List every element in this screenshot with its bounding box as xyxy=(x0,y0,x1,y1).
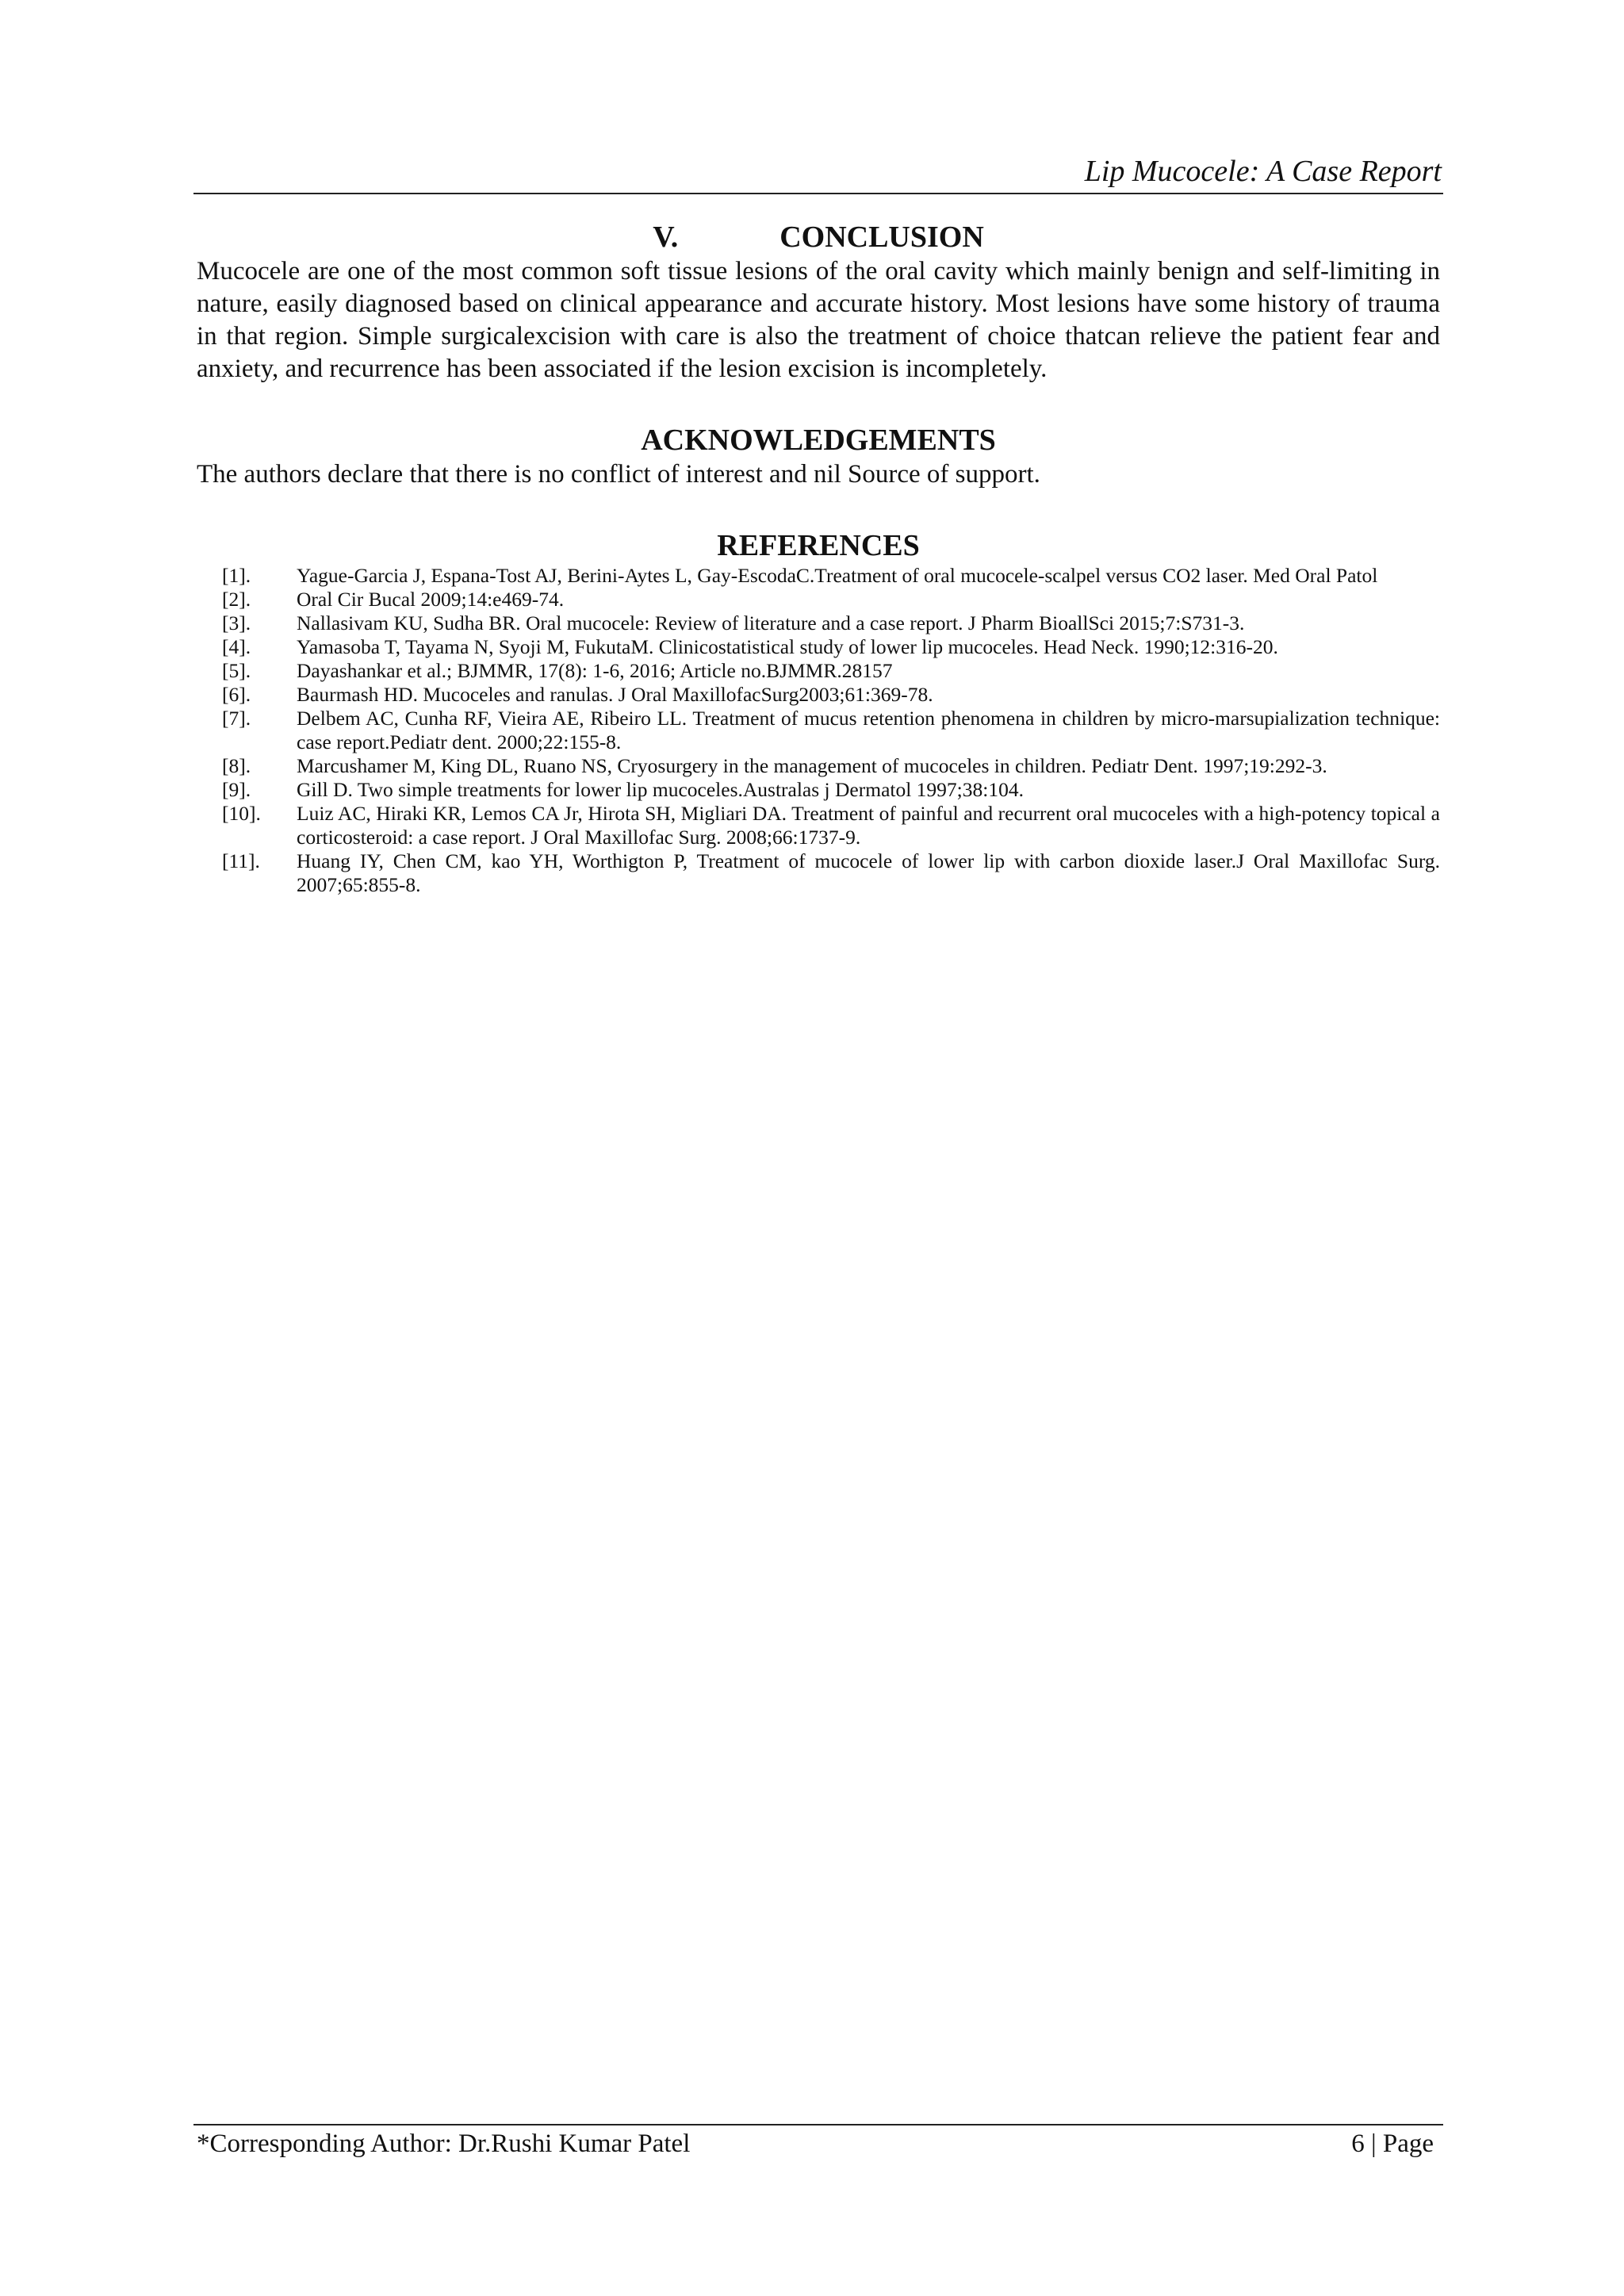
reference-item xyxy=(197,683,1440,707)
reference-item xyxy=(197,849,1440,897)
reference-text: Yague‑Garcia J, Espana‑Tost AJ, Berini‑Aytes L, Gay‑EscodaC.Treatment of oral mucocele‑scalpel versus CO2 laser. Med Oral Patol xyxy=(297,564,1378,587)
conclusion-heading xyxy=(197,219,1440,255)
reference-text: Delbem AC, Cunha RF, Vieira AE, Ribeiro LL. Treatment of mucus retention phenomena in children by micro-marsupialization technique: case report.Pediatr dent. 2000;22:155-8. xyxy=(297,707,1440,753)
reference-text: Oral Cir Bucal 2009;14:e469‑74. xyxy=(297,588,565,611)
reference-number: [5]. xyxy=(222,659,251,682)
reference-list xyxy=(197,564,1440,897)
reference-item xyxy=(197,635,1440,659)
spacer xyxy=(197,385,1440,422)
reference-number: [6]. xyxy=(222,683,251,706)
conclusion-title: CONCLUSION xyxy=(779,220,984,254)
header-rule xyxy=(193,193,1443,194)
reference-number: [10]. xyxy=(222,802,261,825)
reference-number: [7]. xyxy=(222,707,251,730)
reference-item xyxy=(197,802,1440,849)
reference-item xyxy=(197,707,1440,754)
reference-text: Gill D. Two simple treatments for lower lip mucoceles.Australas j Dermatol 1997;38:104. xyxy=(297,778,1024,801)
reference-text: Luiz AC, Hiraki KR, Lemos CA Jr, Hirota SH, Migliari DA. Treatment of painful and recurrent oral mucoceles with a high-potency topical a corticosteroid: a case report. J Oral Maxillofac Surg. 2008;66:1737-9. xyxy=(297,802,1440,849)
reference-text: Dayashankar et al.; BJMMR, 17(8): 1-6, 2016; Article no.BJMMR.28157 xyxy=(297,659,893,682)
conclusion-paragraph: Mucocele are one of the most common soft tissue lesions of the oral cavity which mainly benign and self‑limiting in nature, easily diagnosed based on clinical appearance and accurate history. Most lesions have some history of trauma in that region. Simple surgicalexcision with care is also the treatment of choice thatcan relieve the patient fear and anxiety, and recurrence has been associated if the lesion excision is incompletely. xyxy=(197,257,1440,383)
reference-item xyxy=(197,754,1440,778)
reference-item xyxy=(197,778,1440,802)
reference-number: [11]. xyxy=(222,849,260,872)
footer-corresponding-author: *Corresponding Author: Dr.Rushi Kumar Patel xyxy=(197,2129,691,2158)
reference-item xyxy=(197,611,1440,635)
acknowledgements-paragraph: The authors declare that there is no conflict of interest and nil Source of support. xyxy=(197,460,1040,489)
reference-text: Baurmash HD. Mucoceles and ranulas. J Oral MaxillofacSurg2003;61:369‑78. xyxy=(297,683,933,706)
references-heading: REFERENCES xyxy=(717,529,920,562)
reference-number: [8]. xyxy=(222,754,251,777)
reference-text: Yamasoba T, Tayama N, Syoji M, FukutaM. Clinicostatistical study of lower lip mucoceles. Head Neck. 1990;12:316-20. xyxy=(297,635,1278,658)
reference-item xyxy=(197,588,1440,611)
spacer xyxy=(197,491,1440,527)
reference-item xyxy=(197,564,1440,588)
reference-number: [2]. xyxy=(222,588,251,611)
reference-text: Huang IY, Chen CM, kao YH, Worthigton P, Treatment of mucocele of lower lip with carbon dioxide laser.J Oral Maxillofac Surg. 2007;65:855-8. xyxy=(297,849,1440,896)
reference-text: Nallasivam KU, Sudha BR. Oral mucocele: Review of literature and a case report. J Pharm BioallSci 2015;7:S731-3. xyxy=(297,611,1245,634)
running-header-title: Lip Mucocele: A Case Report xyxy=(1084,155,1442,188)
acknowledgements-heading: ACKNOWLEDGEMENTS xyxy=(641,424,996,457)
reference-number: [4]. xyxy=(222,635,251,658)
reference-number: [9]. xyxy=(222,778,251,801)
reference-number: [1]. xyxy=(222,564,251,587)
reference-item xyxy=(197,659,1440,683)
footer-page-number: 6 | Page xyxy=(1351,2129,1434,2158)
reference-text: Marcushamer M, King DL, Ruano NS, Cryosurgery in the management of mucoceles in children. Pediatr Dent. 1997;19:292-3. xyxy=(297,754,1327,777)
page-content xyxy=(197,219,1440,897)
footer-rule xyxy=(193,2124,1443,2125)
reference-number: [3]. xyxy=(222,611,251,634)
conclusion-section-number: V. xyxy=(653,220,679,254)
